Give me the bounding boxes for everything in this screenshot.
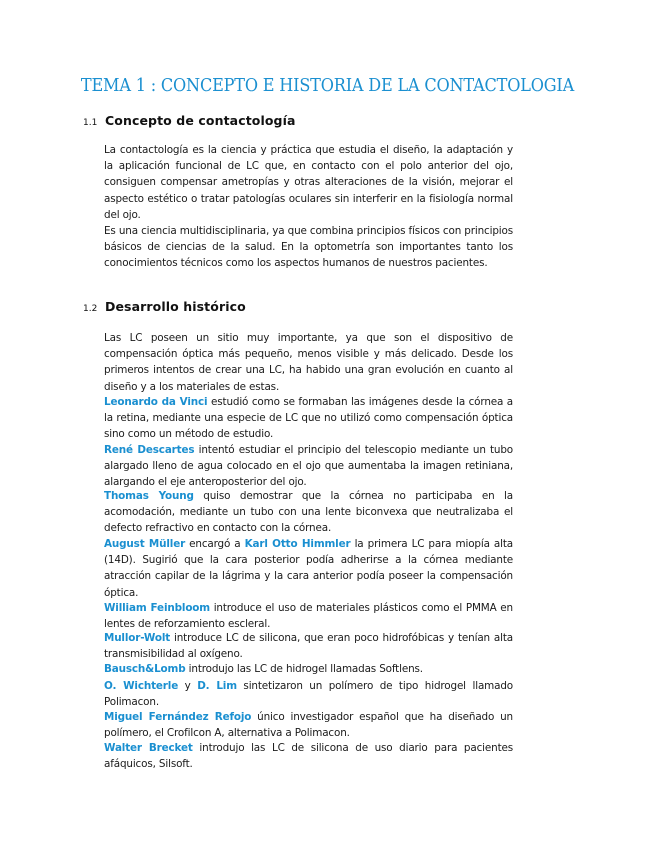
entry-text: intentó estudiar el principio del telescopio mediante un tubo alargado lleno de agua colocado en el ojo que aumentaba la imagen retiniana, alargando el eje anteroposterior del ojo. [104, 444, 513, 489]
entry-text: introdujo las LC de silicona de uso diario para pacientes afáquicos, Silsoft. [104, 742, 514, 771]
section-heading-desarrollo [83, 298, 246, 316]
section-number: 1.2 [83, 304, 98, 314]
person-name: August Müller [104, 538, 186, 550]
history-entry [104, 678, 513, 710]
entry-text: quiso demostrar que la córnea no participaba en la acomodación, mediante un tubo con una lente biconvexa que neutralizaba el defecto refractivo en contacto con la córnea. [104, 490, 513, 535]
history-entry [104, 442, 513, 491]
page-title: TEMA 1 : CONCEPTO E HISTORIA DE LA CONTACTOLOGIA [80, 76, 575, 96]
history-entry [104, 740, 513, 772]
entry-text: único investigador español que ha diseñado un polímero, el Crofilcon A, alternativa a Polimacon. [104, 711, 513, 740]
section-heading-concepto [83, 112, 296, 130]
history-entry [104, 488, 513, 537]
paragraph-intro: Las LC poseen un sitio muy importante, ya que son el dispositivo de compensación óptica más pequeño, menos visible y más delicado. Desde los primeros intentos de crear una LC, ha habido una gran evolución en cuanto al diseño y a los materiales de estas. [104, 332, 513, 393]
person-name: O. Wichterle [104, 680, 179, 692]
person-name: Walter Brecket [104, 742, 193, 754]
person-name: Thomas Young [104, 490, 194, 502]
person-name: Bausch&Lomb [104, 663, 186, 675]
paragraph-definition: La contactología es la ciencia y práctica que estudia el diseño, la adaptación y la aplicación funcional de LC que, en contacto con el polo anterior del ojo, consiguen compensar ametropías y otras alteraciones de la visión, mejorar el aspecto estético o tratar patologías oculares sin interferir en la fisiología normal del ojo. [104, 144, 513, 221]
person-name: D. Lim [197, 680, 237, 692]
paragraph-multidisciplinary: Es una ciencia multidisciplinaria, ya que combina principios físicos con principios básicos de ciencias de la salud. En la optometría son importantes tanto los conocimientos técnicos como los aspectos humanos de nuestros pacientes. [104, 225, 513, 270]
entry-text: introduce LC de silicona, que eran poco hidrofóbicas y tenían alta transmisibilidad al oxígeno. [104, 632, 513, 661]
entry-text: estudió como se formaban las imágenes desde la córnea a la retina, mediante una especie de LC que no utilizó como compensación óptica sino como un método de estudio. [104, 396, 514, 441]
entry-text: sintetizaron un polímero de tipo hidrogel llamado Polimacon. [104, 680, 513, 709]
entry-connector: encargó a [185, 538, 245, 550]
section-title: Desarrollo histórico [105, 299, 246, 314]
entry-connector: y [178, 680, 198, 692]
person-name: Leonardo da Vinci [104, 396, 208, 408]
entry-text: introduce el uso de materiales plásticos como el PMMA en lentes de reforzamiento escleral. [104, 602, 513, 631]
person-name: René Descartes [104, 444, 195, 456]
person-name: William Feinbloom [104, 602, 210, 614]
section-number: 1.1 [83, 118, 98, 128]
history-entry [104, 709, 513, 741]
history-entry [104, 630, 513, 662]
history-entry [104, 661, 513, 677]
history-entry [104, 394, 513, 443]
entry-text: introdujo las LC de hidrogel llamadas Softlens. [185, 663, 423, 675]
history-entry [104, 600, 513, 632]
person-name: Miguel Fernández Refojo [104, 711, 252, 723]
person-name: Karl Otto Himmler [244, 538, 351, 550]
section-title: Concepto de contactología [105, 113, 296, 128]
entry-text: la primera LC para miopía alta (14D). Sugirió que la cara posterior podía adherirse a la córnea mediante atracción capilar de la lágrima y la cara anterior podía poseer la compensación óptica. [104, 538, 513, 599]
person-name: Mullor-Wolt [104, 632, 171, 644]
history-entry [104, 536, 513, 601]
